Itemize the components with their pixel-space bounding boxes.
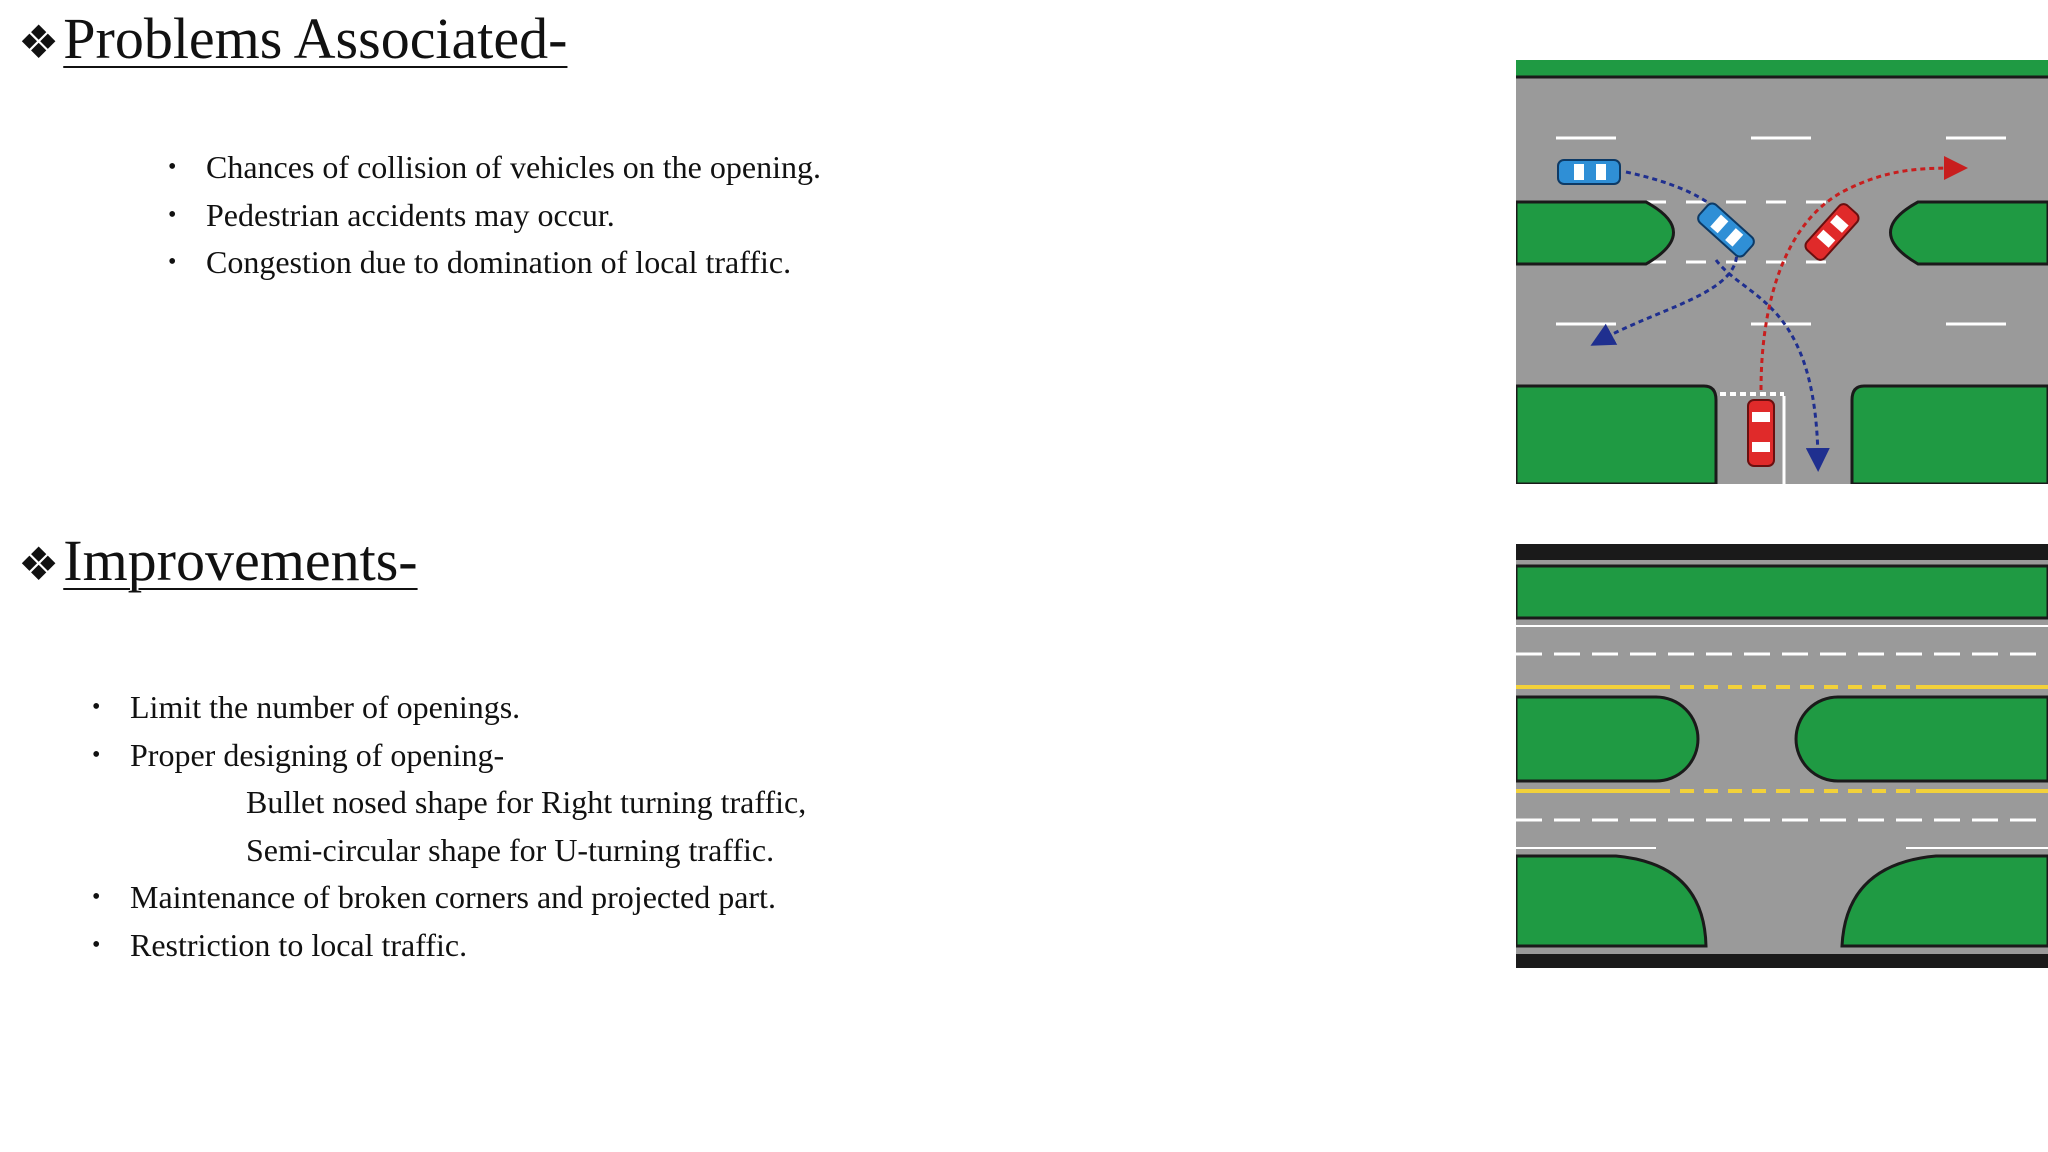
median-opening-conflict-figure — [1516, 60, 2048, 484]
left-semicircular-median — [1516, 697, 1698, 781]
diamond-bullet-icon: ❖ — [18, 539, 60, 590]
bullet-icon: • — [168, 154, 177, 180]
problems-list — [168, 144, 821, 287]
bottom-curb — [1516, 954, 2048, 968]
list-item: • Proper designing of opening- — [92, 732, 806, 780]
improvements-list — [92, 684, 806, 969]
problems-heading — [18, 6, 568, 71]
improvements-heading — [18, 528, 418, 593]
improvements-title: Improvements- — [63, 528, 418, 593]
list-item: • Congestion due to domination of local traffic. — [168, 239, 821, 287]
bullet-icon: • — [92, 694, 101, 720]
list-item: • Maintenance of broken corners and projected part. — [92, 874, 806, 922]
diamond-bullet-icon: ❖ — [18, 17, 60, 68]
bullet-icon: • — [168, 249, 177, 275]
improved-design-diagram — [1516, 544, 2048, 968]
list-item: • Restriction to local traffic. — [92, 922, 806, 970]
bottom-right-verge — [1852, 386, 2048, 484]
red-car-icon — [1748, 400, 1774, 466]
bullet-icon: • — [92, 741, 101, 768]
sub-list-item: Bullet nosed shape for Right turning traffic, — [246, 784, 807, 820]
bullet-icon: • — [92, 884, 101, 910]
right-median — [1891, 202, 2048, 264]
improved-opening-figure — [1516, 544, 2048, 968]
bottom-left-verge — [1516, 386, 1716, 484]
list-item: • Pedestrian accidents may occur. — [168, 192, 821, 240]
right-semicircular-median — [1796, 697, 2048, 781]
list-item: • Chances of collision of vehicles on the opening. — [168, 144, 821, 192]
sub-list-item: Semi-circular shape for U-turning traffic. — [246, 831, 775, 868]
conflict-diagram — [1516, 60, 2048, 484]
bullet-icon: • — [168, 201, 177, 228]
top-verge — [1516, 60, 2048, 76]
bullet-icon: • — [92, 931, 101, 958]
problems-title: Problems Associated- — [63, 6, 568, 71]
top-curb — [1516, 544, 2048, 560]
top-median — [1516, 566, 2048, 618]
blue-car-icon — [1558, 160, 1620, 184]
left-median — [1516, 202, 1674, 264]
list-item: • Limit the number of openings. — [92, 684, 806, 732]
